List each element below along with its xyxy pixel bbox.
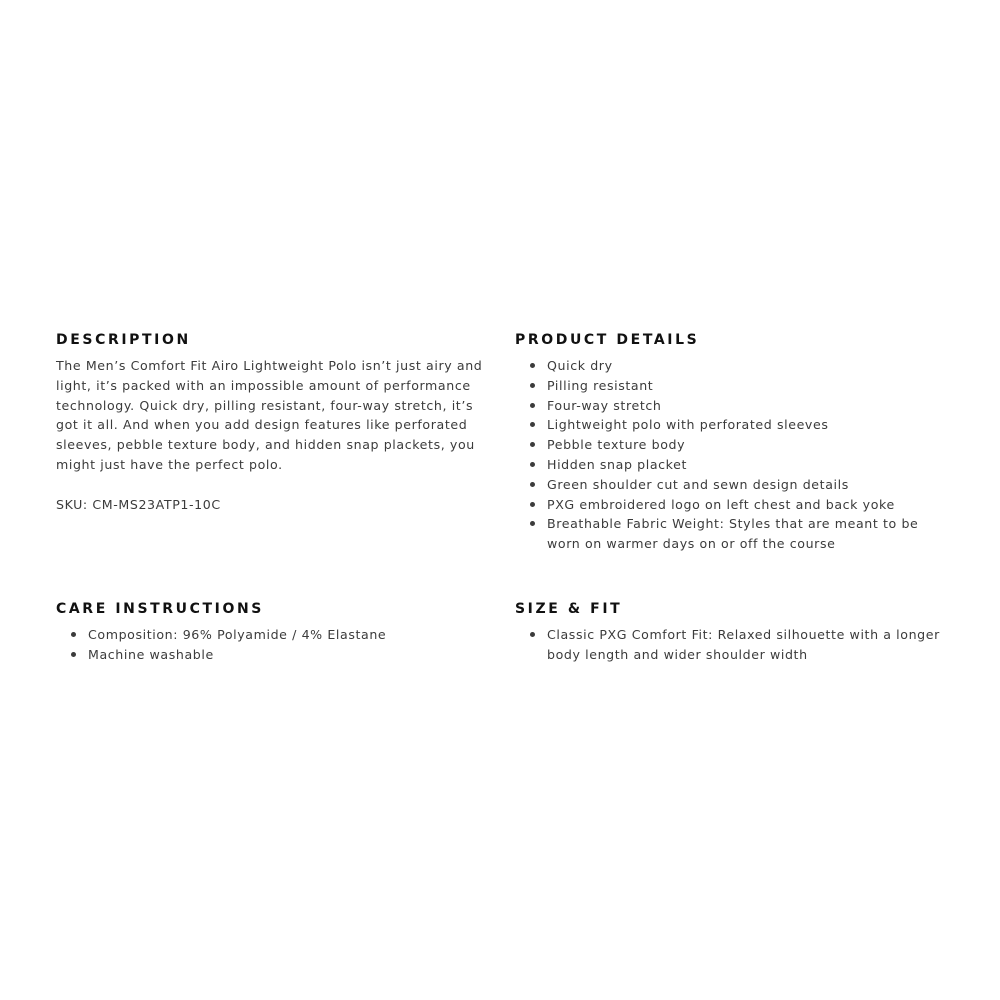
bullet-icon [530, 632, 535, 637]
bullet-icon [530, 521, 535, 526]
list-item [515, 495, 955, 515]
list-item-text: Hidden snap placket [547, 456, 688, 472]
product-details-heading: PRODUCT DETAILS [515, 332, 700, 348]
care-instructions-list [56, 625, 496, 665]
list-item-text: Composition: 96% Polyamide / 4% Elastane [88, 627, 387, 642]
list-item [56, 645, 496, 665]
bullet-icon [530, 462, 535, 467]
list-item [515, 625, 955, 665]
bullet-icon [530, 482, 535, 487]
bullet-icon [530, 383, 535, 388]
list-item-text: Green shoulder cut and sewn design details [547, 476, 849, 492]
list-item [515, 455, 955, 475]
product-details-section [515, 331, 955, 554]
description-section [56, 331, 496, 514]
sku-text: SKU: CM-MS23ATP1-10C [56, 496, 221, 512]
list-item [515, 356, 955, 376]
list-item-text: Quick dry [547, 358, 613, 373]
list-item [515, 415, 955, 435]
size-fit-list [515, 625, 955, 665]
size-fit-section [515, 600, 955, 665]
list-item-text: Classic PXG Comfort Fit: Relaxed silhouette with a longer body length and wider shoulder width [547, 627, 940, 662]
bullet-icon [530, 422, 535, 427]
size-fit-heading: SIZE & FIT [515, 601, 623, 617]
list-item [515, 514, 955, 554]
list-item-text: Breathable Fabric Weight: Styles that are meant to be worn on warmer days on or off the course [547, 516, 919, 552]
bullet-icon [71, 652, 76, 657]
list-item-text: Four-way stretch [547, 397, 662, 413]
list-item-text: Pilling resistant [547, 377, 654, 393]
bullet-icon [530, 363, 535, 368]
care-instructions-heading: CARE INSTRUCTIONS [56, 601, 264, 617]
bullet-icon [530, 442, 535, 447]
list-item-text: Machine washable [88, 646, 214, 662]
product-details-list [515, 356, 955, 554]
list-item [515, 376, 955, 396]
bullet-icon [71, 632, 76, 637]
list-item-text: Lightweight polo with perforated sleeves [547, 417, 829, 433]
list-item [515, 435, 955, 455]
list-item [515, 396, 955, 416]
description-text: The Men’s Comfort Fit Airo Lightweight Polo isn’t just airy and light, it’s packed with an impossible amount of performance technology. Quick dry, pilling resistant, four-way stretch, it’s got it all. And when you add design features like perforated sleeves, pebble texture body, and hidden snap plackets, you might just have the perfect polo. [56, 358, 483, 472]
bullet-icon [530, 403, 535, 408]
description-heading: DESCRIPTION [56, 332, 191, 348]
list-item-text: PXG embroidered logo on left chest and back yoke [547, 496, 895, 512]
list-item-text: Pebble texture body [547, 437, 686, 453]
care-instructions-section [56, 600, 496, 665]
list-item [515, 475, 955, 495]
bullet-icon [530, 502, 535, 507]
list-item [56, 625, 496, 645]
